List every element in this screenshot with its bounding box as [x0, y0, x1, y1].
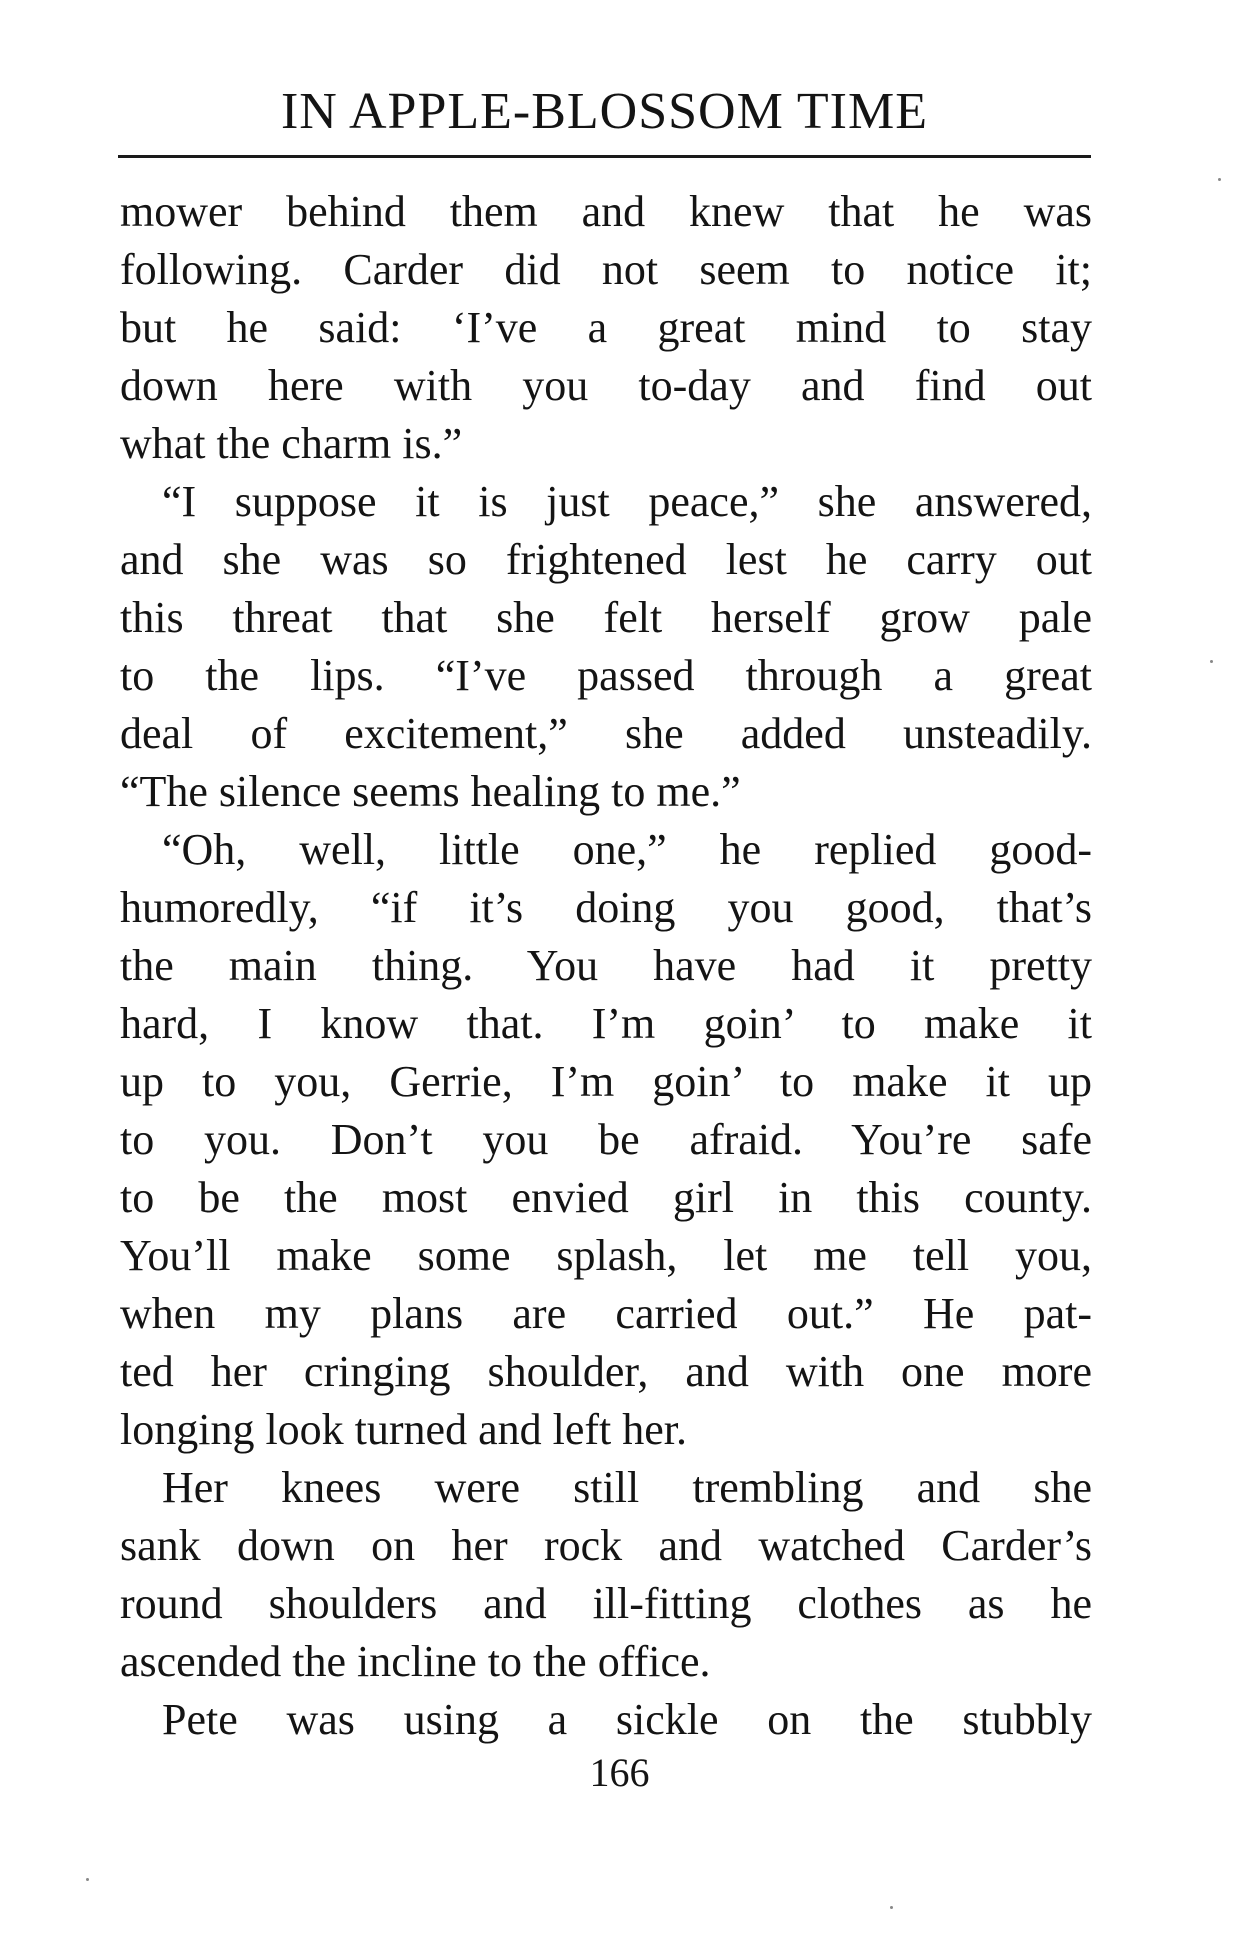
text-line: to be the most envied girl in this county. — [120, 1173, 1092, 1222]
text-line: but he said: ‘I’ve a great mind to stay — [120, 303, 1092, 352]
paper-speck — [1210, 660, 1213, 663]
text-line: Pete was using a sickle on the stubbly — [162, 1695, 1092, 1744]
paper-speck — [1218, 178, 1221, 181]
text-line: “Oh, well, little one,” he replied good- — [162, 825, 1092, 874]
page-number: 166 — [589, 1750, 650, 1795]
text-line: what the charm is.” — [120, 419, 463, 468]
paper-speck — [86, 1878, 89, 1881]
paper-speck — [890, 1906, 893, 1909]
text-line: hard, I know that. I’m goin’ to make it — [120, 999, 1092, 1048]
text-line: ted her cringing shoulder, and with one more — [120, 1347, 1092, 1396]
text-line: You’ll make some splash, let me tell you, — [120, 1231, 1092, 1280]
body-text — [120, 183, 1092, 1749]
text-line: mower behind them and knew that he was — [120, 187, 1092, 236]
text-line: humoredly, “if it’s doing you good, that’s — [120, 883, 1092, 932]
text-line: down here with you to-day and find out — [120, 361, 1092, 410]
text-line: longing look turned and left her. — [120, 1405, 687, 1454]
text-line: sank down on her rock and watched Carder’s — [120, 1521, 1092, 1570]
running-head: IN APPLE-BLOSSOM TIME — [280, 83, 928, 140]
text-line: ascended the incline to the office. — [120, 1637, 711, 1686]
text-line: the main thing. You have had it pretty — [120, 941, 1092, 990]
text-line: round shoulders and ill-fitting clothes as he — [120, 1579, 1092, 1628]
text-line: “The silence seems healing to me.” — [120, 767, 741, 816]
text-line: when my plans are carried out.” He pat- — [120, 1289, 1092, 1338]
text-line: and she was so frightened lest he carry out — [120, 535, 1092, 584]
text-line: up to you, Gerrie, I’m goin’ to make it up — [120, 1057, 1092, 1106]
header-rule — [118, 155, 1091, 158]
text-line: to the lips. “I’ve passed through a great — [120, 651, 1092, 700]
text-line: “I suppose it is just peace,” she answered, — [162, 477, 1092, 526]
text-line: this threat that she felt herself grow pale — [120, 593, 1092, 642]
text-line: Her knees were still trembling and she — [162, 1463, 1092, 1512]
text-line: deal of excitement,” she added unsteadily. — [120, 709, 1092, 758]
text-line: following. Carder did not seem to notice it; — [120, 245, 1092, 294]
text-line: to you. Don’t you be afraid. You’re safe — [120, 1115, 1092, 1164]
